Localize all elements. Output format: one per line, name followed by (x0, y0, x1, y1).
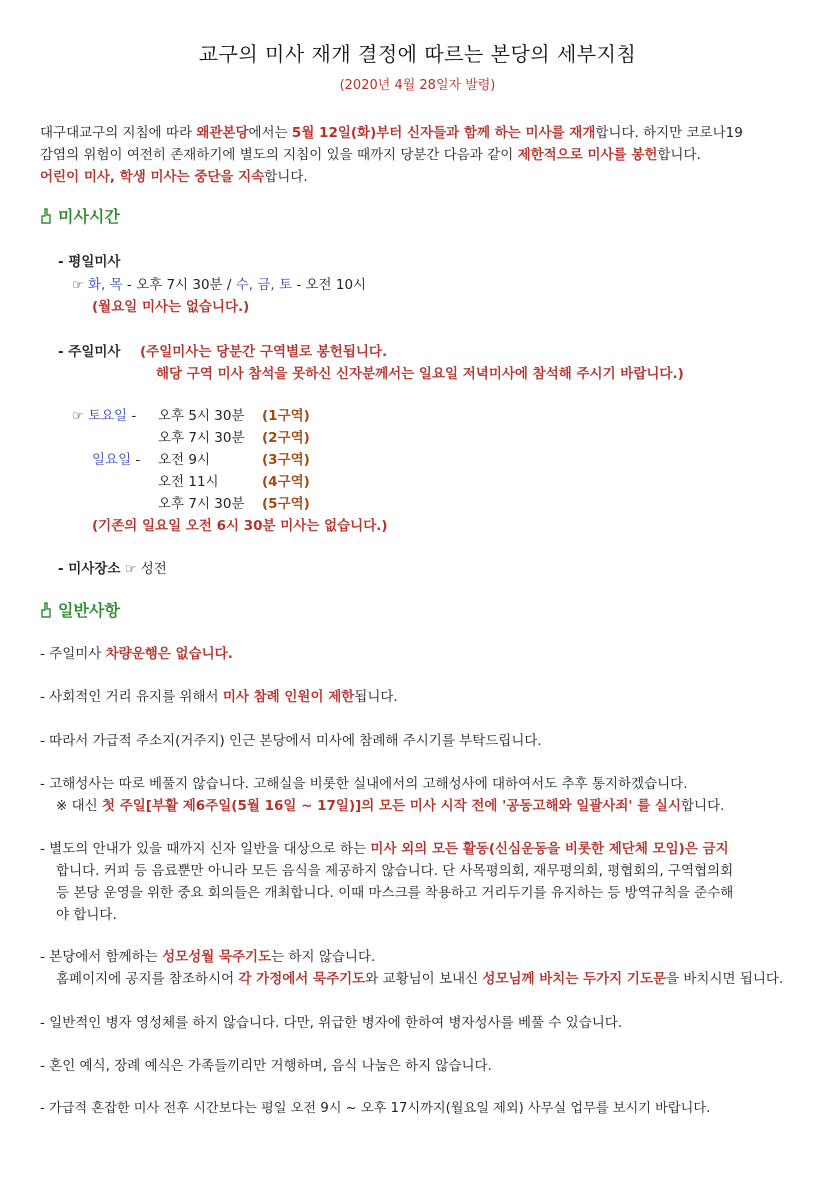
intro-text: 감염의 위험이 여전히 존재하기에 별도의 지침이 있을 때까지 당분간 다음과 같이 (40, 147, 518, 163)
weekday-days: 수, 금, 토 (235, 277, 293, 293)
item-highlight: 성모성월 묵주기도 (162, 949, 272, 965)
schedule-zone: (4구역) (262, 474, 310, 490)
sunday-row (92, 448, 140, 468)
general-item-6 (40, 946, 800, 990)
item-text: - 고해성사는 따로 베풀지 않습니다. 고해실을 비롯한 실내에서의 고해성사에 대하여서도 추후 통지하겠습니다. (40, 776, 688, 792)
weekday-note: (월요일 미사는 없습니다.) (92, 299, 250, 315)
pointing-hand-icon: ☞ (72, 278, 84, 293)
item-highlight: 성모님께 바치는 두가지 기도문 (482, 971, 667, 987)
parish-name: 왜관본당 (196, 125, 249, 141)
section-heading: 미사시간 (58, 207, 120, 226)
sunday-note-2: 해당 구역 미사 참석을 못하신 신자분께서는 일요일 저녁미사에 참석해 주시기 바랍니다.) (156, 366, 684, 382)
schedule-zone: (3구역) (262, 452, 310, 468)
schedule-zone: (1구역) (262, 408, 310, 424)
resume-date: 5월 12일(화)부터 신자들과 함께 하는 미사를 재개 (291, 125, 596, 141)
dash: - (131, 452, 141, 468)
item-text: - 본당에서 함께하는 (40, 949, 163, 965)
item-text: 합니다. 커피 등 음료뿐만 아니라 모든 음식을 제공하지 않습니다. 단 사목평의회, 재무평의회, 평협회의, 구역협의회 (56, 863, 734, 879)
general-item-1 (40, 643, 800, 665)
weekday-days: 화, 목 (87, 277, 123, 293)
item-text: 을 바치시면 됩니다. (666, 971, 784, 987)
weekday-label: - 평일미사 (58, 254, 121, 270)
item-text: 홈페이지에 공지를 참조하시어 (56, 971, 239, 987)
item-highlight: 미사 참례 인원이 제한 (222, 689, 355, 705)
intro-text: 합니다. (264, 169, 308, 185)
item-text: - 사회적인 거리 유지를 위해서 (40, 689, 223, 705)
hand-icon (40, 208, 52, 224)
intro-text: 대구대교구의 지침에 따라 (40, 125, 197, 141)
intro-text: 합니다. 하지만 코로나19 (595, 125, 743, 141)
weekday-time: - 오전 10시 (292, 277, 367, 293)
schedule-zone: (5구역) (262, 496, 310, 512)
sunday-label: - 주일미사 (58, 344, 121, 360)
general-item-9 (40, 1098, 800, 1120)
intro-line-1 (40, 122, 800, 144)
suspension-text: 어린이 미사, 학생 미사는 중단을 지속 (40, 169, 265, 185)
intro-line-3 (40, 166, 800, 188)
item-text: 등 본당 운영을 위한 중요 회의들은 개최합니다. 이때 마스크를 착용하고 거리두기를 유지하는 등 방역규칙을 준수해 (56, 885, 734, 901)
item-text: ※ 대신 (56, 798, 102, 814)
restriction-text: 제한적으로 미사를 봉헌 (517, 147, 658, 163)
intro-line-2 (40, 144, 800, 166)
intro-text: 에서는 (248, 125, 292, 141)
section-heading: 일반사항 (58, 601, 120, 620)
general-item-7 (40, 1012, 800, 1034)
item-text: - 일반적인 병자 영성체를 하지 않습니다. 다만, 위급한 병자에 한하여 병자성사를 베풀 수 있습니다. (40, 1015, 623, 1031)
dash: - (127, 408, 137, 424)
item-text: - 혼인 예식, 장례 예식은 가족들끼리만 거행하며, 음식 나눔은 하지 않습니다. (40, 1058, 492, 1074)
hand-icon (40, 602, 52, 618)
saturday-label: 토요일 (87, 408, 128, 424)
page-title: 교구의 미사 재개 결정에 따르는 본당의 세부지침 (198, 42, 637, 66)
mass-place (58, 557, 167, 577)
item-text: - 가급적 혼잡한 미사 전후 시간보다는 평일 오전 9시 ~ 오후 17시까지(월요일 제외) 사무실 업무를 보시기 바랍니다. (40, 1101, 711, 1116)
schedule-time: 오전 11시 (158, 474, 219, 490)
general-item-5 (40, 838, 800, 926)
schedule-zone: (2구역) (262, 430, 310, 446)
item-highlight: 첫 주일[부활 제6주일(5월 16일 ~ 17일)]의 모든 미사 시작 전에 '공동고해와 일괄사죄' 를 실시 (101, 798, 682, 814)
item-text: 합니다. (681, 798, 725, 814)
schedule-time: 오전 9시 (158, 452, 211, 468)
item-highlight: 각 가정에서 묵주기도 (238, 971, 366, 987)
item-text: 와 교황님이 보내신 (365, 971, 483, 987)
saturday-row (72, 404, 136, 424)
section-general (40, 598, 120, 621)
schedule-time: 오후 5시 30분 (158, 408, 245, 424)
item-text: - 주일미사 (40, 646, 106, 662)
item-highlight: 미사 외의 모든 활동(신심운동을 비롯한 제단체 모임)은 금지 (370, 841, 729, 857)
place-label: - 미사장소 (58, 561, 121, 577)
section-mass-times (40, 204, 120, 227)
intro-text: 합니다. (657, 147, 701, 163)
weekday-time: - 오후 7시 30분 / (122, 277, 236, 293)
item-text: - 따라서 가급적 주소지(거주지) 인근 본당에서 미사에 참례해 주시기를 부탁드립니다. (40, 733, 542, 749)
general-item-2 (40, 686, 800, 708)
general-item-8 (40, 1055, 800, 1077)
general-item-3 (40, 730, 800, 752)
item-text: 됩니다. (354, 689, 398, 705)
schedule-time: 오후 7시 30분 (158, 496, 245, 512)
pointing-hand-icon: ☞ (124, 562, 137, 577)
item-highlight: 차량운행은 없습니다. (105, 646, 233, 662)
item-text: 는 하지 않습니다. (271, 949, 376, 965)
sunday-note-1: (주일미사는 당분간 구역별로 봉헌됩니다. (140, 344, 388, 360)
schedule-time: 오후 7시 30분 (158, 430, 245, 446)
weekday-schedule (72, 273, 366, 293)
page-subtitle: (2020년 4월 28일자 발령) (339, 78, 496, 93)
sunday-cancel-note: (기존의 일요일 오전 6시 30분 미사는 없습니다.) (92, 518, 388, 534)
pointing-hand-icon: ☞ (72, 409, 84, 424)
intro-paragraph (40, 122, 800, 188)
item-text: 야 합니다. (56, 907, 117, 923)
sunday-day-label: 일요일 (92, 452, 132, 468)
item-text: - 별도의 안내가 있을 때까지 신자 일반을 대상으로 하는 (40, 841, 371, 857)
place-value: 성전 (140, 561, 167, 577)
general-item-4 (40, 773, 800, 817)
